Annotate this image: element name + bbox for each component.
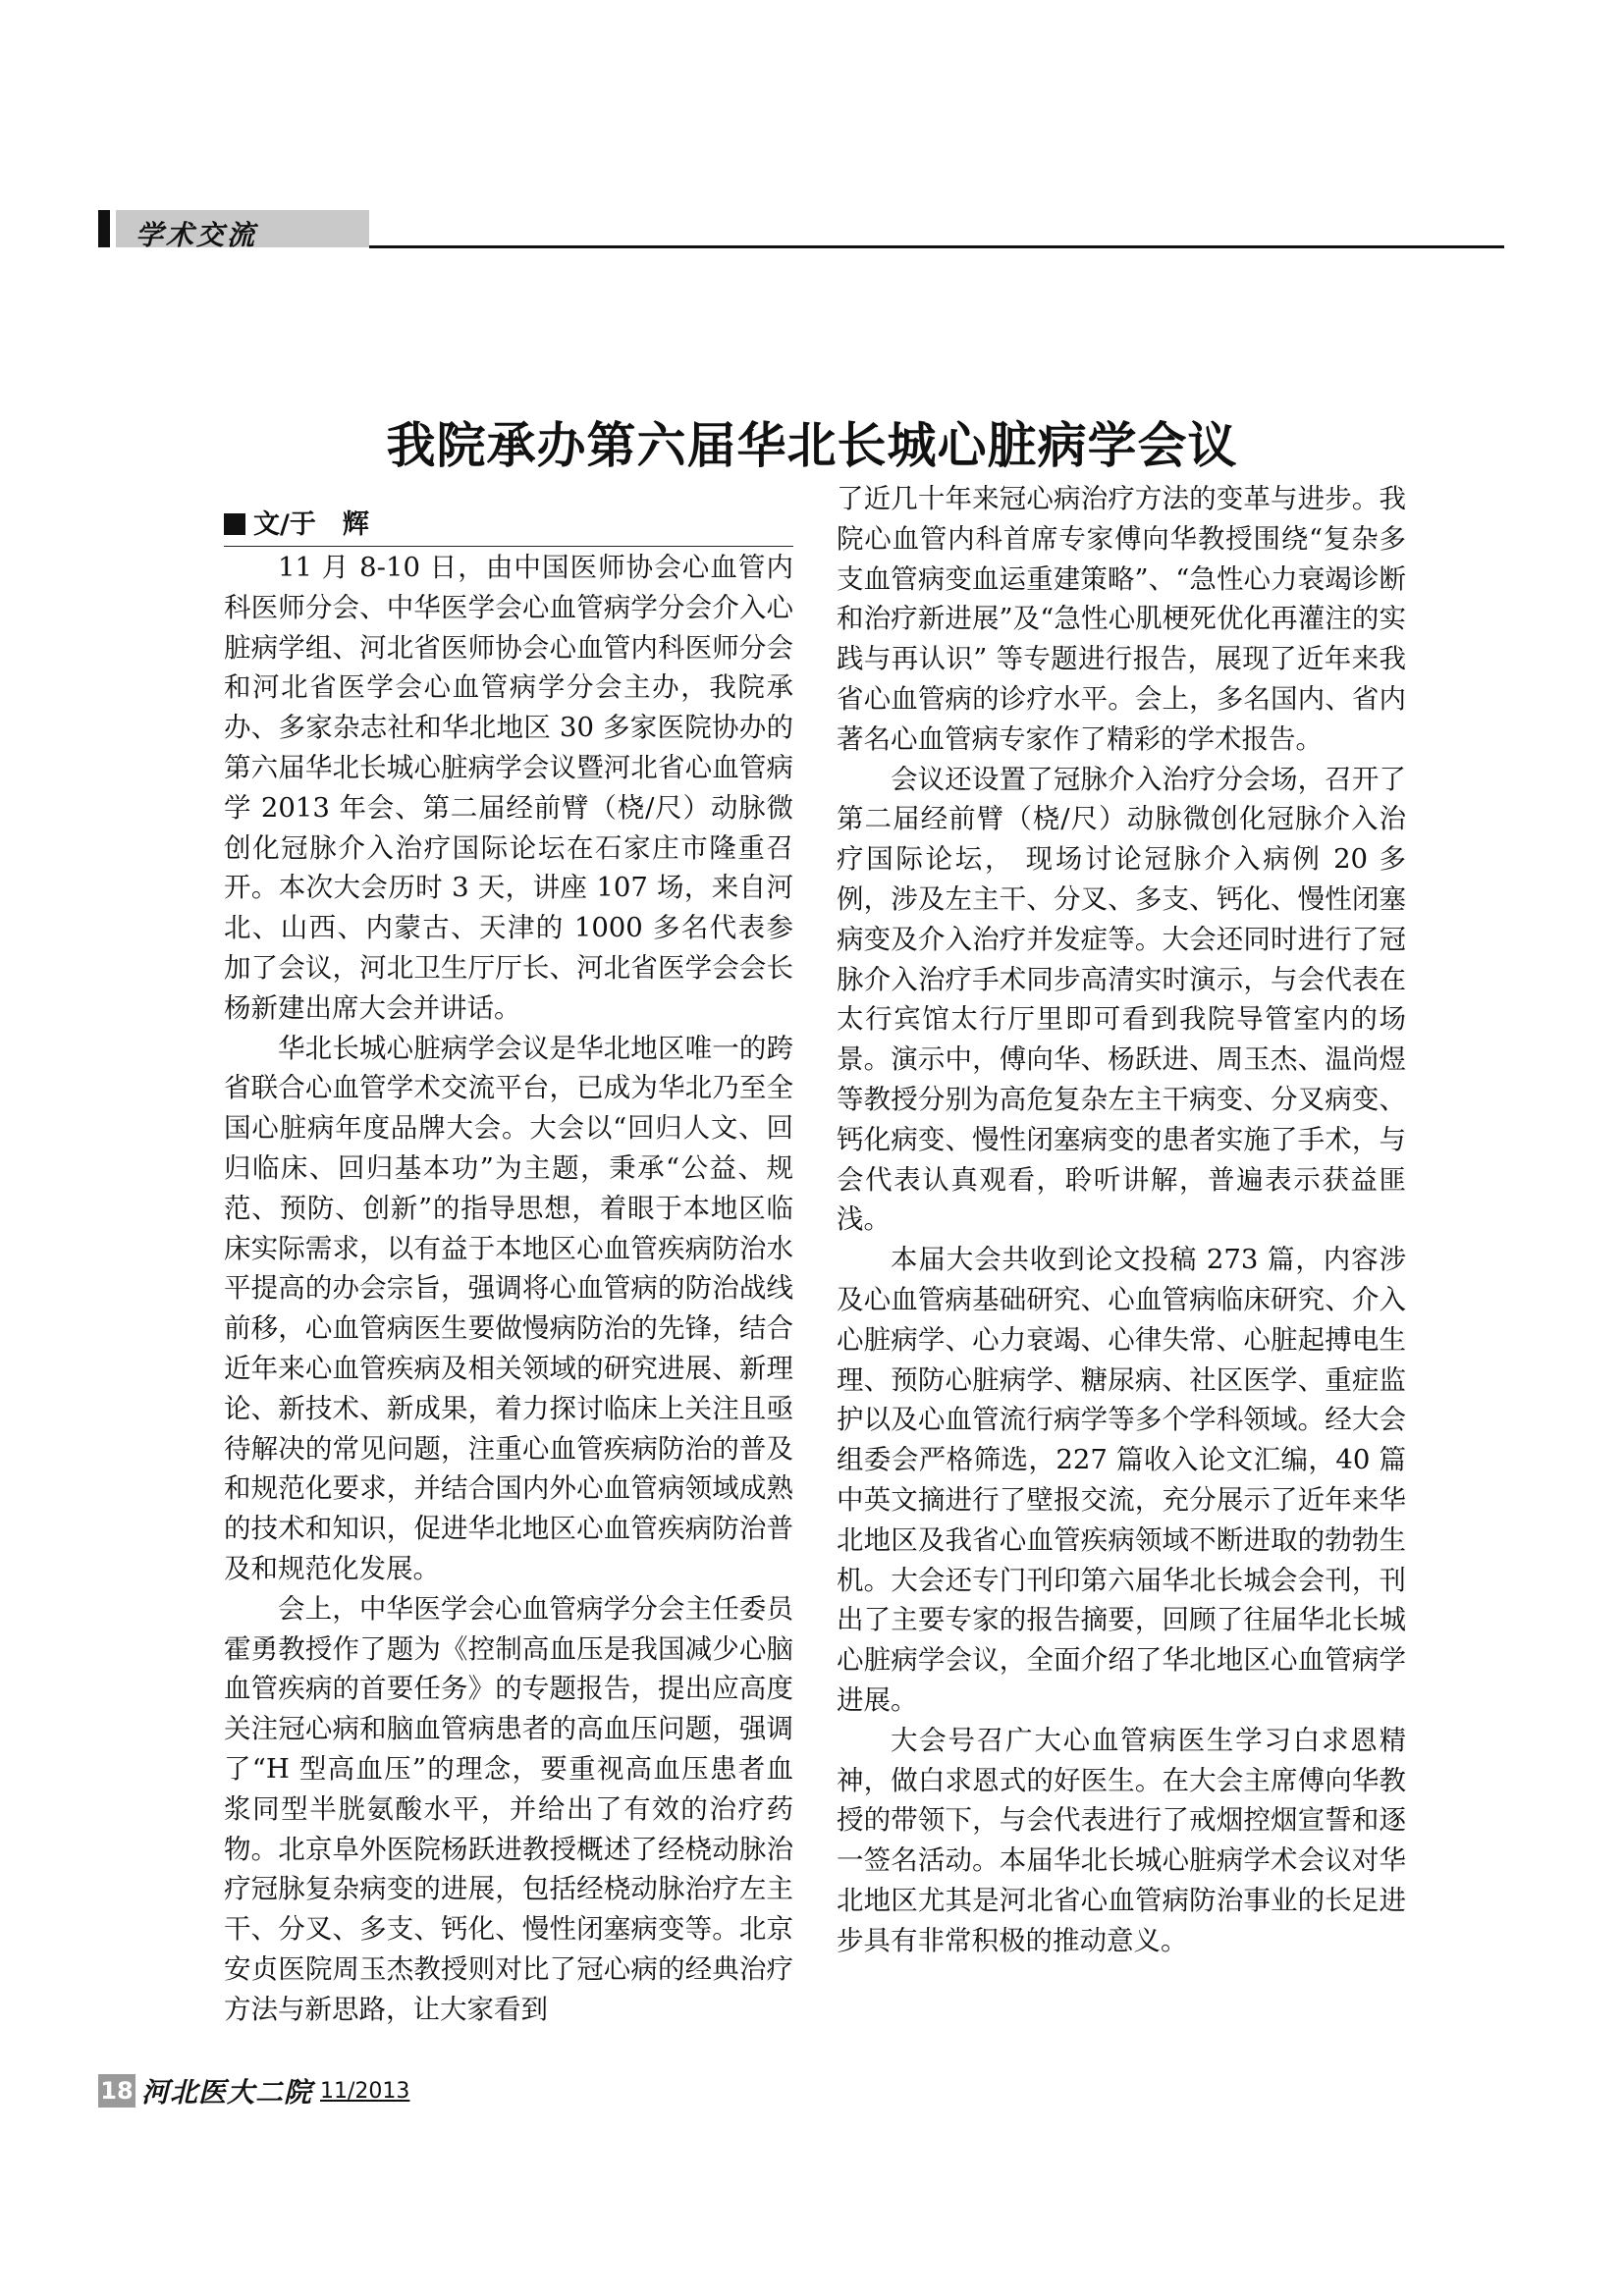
- right-column: [837, 479, 1406, 1960]
- paragraph-5: 本届大会共收到论文投稿 273 篇，内容涉及心血管病基础研究、心血管病临床研究、介入心脏病学、心力衰竭、心律失常、心脏起搏电生理、预防心脏病学、糖尿病、社区医学、重症监护以及心血管流行病学等多个学科领域。经大会组委会严格筛选，227 篇收入论文汇编，40 篇中英文摘进行了壁报交流，充分展示了近年来华北地区及我省心血管疾病领域不断进取的勃勃生机。大会还专门刊印第六届华北长城会会刊，刊出了主要专家的报告摘要，回顾了往届华北长城心脏病学会议，全面介绍了华北地区心血管病学进展。: [837, 1244, 1406, 1716]
- article-title: 我院承办第六届华北长城心脏病学会议: [386, 415, 1238, 474]
- section-label: 学术交流: [135, 219, 258, 251]
- paragraph-6: 大会号召广大心血管病医生学习白求恩精神，做白求恩式的好医生。在大会主席傅向华教授的带领下，与会代表进行了戒烟控烟宣誓和逐一签名活动。本届华北长城心脏病学术会议对华北地区尤其是河北省心血管病防治事业的长足进步具有非常积极的推动意义。: [837, 1724, 1406, 1956]
- section-header-rule: [369, 245, 1504, 248]
- paragraph-4: 会议还设置了冠脉介入治疗分会场，召开了第二届经前臂（桡/尺）动脉微创化冠脉介入治疗国际论坛， 现场讨论冠脉介入病例 20 多例，涉及左主干、分叉、多支、钙化、慢性闭塞病变及介入治疗并发症等。大会还同时进行了冠脉介入治疗手术同步高清实时演示，与会代表在太行宾馆太行厅里即可看到我院导管室内的场景。演示中，傅向华、杨跃进、周玉杰、温尚煜等教授分别为高危复杂左主干病变、分叉病变、钙化病变、慢性闭塞病变的患者实施了手术，与会代表认真观看，聆听讲解，普遍表示获益匪浅。: [837, 763, 1406, 1236]
- left-column: [224, 548, 793, 2029]
- section-header: [98, 208, 1406, 251]
- section-header-bar: [98, 210, 110, 247]
- byline: [224, 503, 793, 547]
- byline-author: 文/于 辉: [253, 509, 369, 540]
- page-footer: [98, 2071, 409, 2110]
- paragraph-2: 华北长城心脏病学会议是华北地区唯一的跨省联合心血管学术交流平台，已成为华北乃至全国心脏病年度品牌大会。大会以“回归人文、回归临床、回归基本功”为主题，秉承“公益、规范、预防、创新”的指导思想，着眼于本地区临床实际需求，以有益于本地区心血管疾病防治水平提高的办会宗旨，强调将心血管病的防治战线前移，心血管病医生要做慢病防治的先锋，结合近年来心血管疾病及相关领域的研究进展、新理论、新技术、新成果，着力探讨临床上关注且亟待解决的常见问题，注重心血管疾病防治的普及和规范化要求，并结合国内外心血管病领域成熟的技术和知识，促进华北地区心血管疾病防治普及和规范化发展。: [224, 1032, 793, 1584]
- page-number: 18: [98, 2074, 135, 2108]
- paragraph-3: 会上，中华医学会心血管病学分会主任委员霍勇教授作了题为《控制高血压是我国减少心脑血管疾病的首要任务》的专题报告，提出应高度关注冠心病和脑血管病患者的高血压问题，强调了“H 型高血压”的理念，要重视高血压患者血浆同型半胱氨酸水平，并给出了有效的治疗药物。北京阜外医院杨跃进教授概述了经桡动脉治疗冠脉复杂病变的进展，包括经桡动脉治疗左主干、分叉、多支、钙化、慢性闭塞病变等。北京安贞医院周玉杰教授则对比了冠心病的经典治疗方法与新思路，让大家看到: [224, 1592, 793, 2025]
- paragraph-3-continued: 了近几十年来冠心病治疗方法的变革与进步。我院心血管内科首席专家傅向华教授围绕“复杂多支血管病变血运重建策略”、“急性心力衰竭诊断和治疗新进展”及“急性心肌梗死优化再灌注的实践与再认识” 等专题进行报告，展现了近年来我省心血管病的诊疗水平。会上，多名国内、省内著名心血管病专家作了精彩的学术报告。: [837, 483, 1406, 755]
- journal-name: 河北医大二院: [141, 2076, 313, 2109]
- byline-square-icon: [224, 513, 245, 535]
- paragraph-1: 11 月 8-10 日，由中国医师协会心血管内科医师分会、中华医学会心血管病学分会介入心脏病学组、河北省医师协会心血管内科医师分会和河北省医学会心血管病学分会主办，我院承办、多家杂志社和华北地区 30 多家医院协办的第六届华北长城心脏病学会议暨河北省心血管病学 2013 年会、第二届经前臂（桡/尺）动脉微创化冠脉介入治疗国际论坛在石家庄市隆重召开。本次大会历时 3 天，讲座 107 场，来自河北、山西、内蒙古、天津的 1000 多名代表参加了会议，河北卫生厅厅长、河北省医学会会长杨新建出席大会并讲话。: [224, 552, 793, 1024]
- issue-number: 11/2013: [320, 2078, 410, 2104]
